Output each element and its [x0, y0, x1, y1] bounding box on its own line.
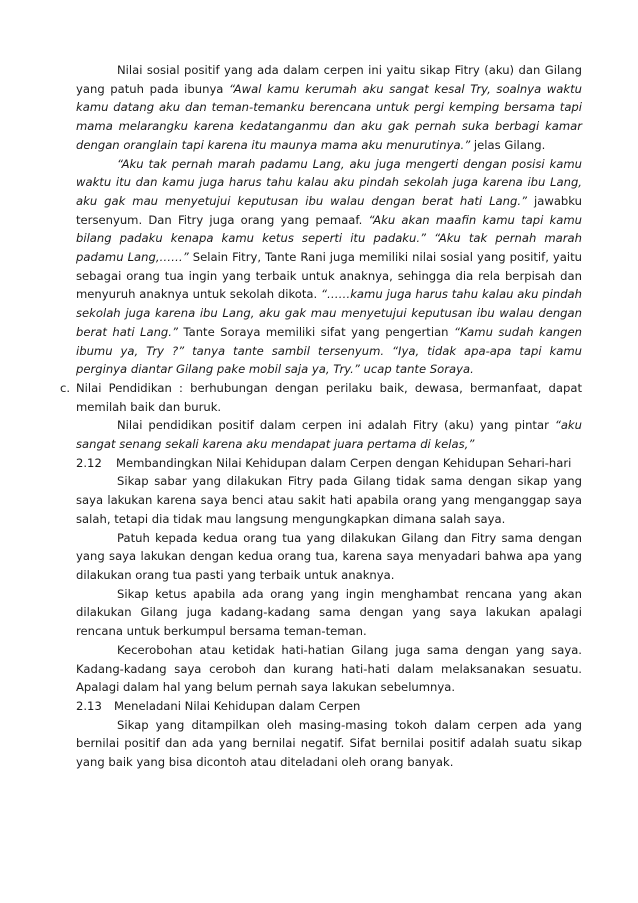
paragraph-social-value-quotes: “Aku tak pernah marah padamu Lang, aku juga mengerti dengan posisi kamu waktu itu dan kamu juga harus tahu kalau aku pindah sekolah juga karena ibu Lang, aku gak mau menyetujui keputusan ibu walau dengan berat hati Lang.” jawabku tersenyum. Dan Fitry juga orang yang pemaaf. “Aku akan maafin kamu tapi kamu bilang padaku kenapa kamu ketus seperti itu padaku.” “Aku tak pernah marah padamu Lang,……” Selain Fitry, Tante Rani juga memiliki nilai sosial yang positif, yaitu sebagai orang tua ingin yang terbaik untuk anaknya, sehingga dia rela berpisah dan menyuruh anaknya untuk sekolah dikota. “……kamu juga harus tahu kalau aku pindah sekolah juga karena ibu Lang, aku gak mau menyetujui keputusan ibu walau dengan berat hati Lang.” Tante Soraya memiliki sifat yang pengertian “Kamu sudah kangen ibumu ya, Try ?” tanya tante sambil tersenyum. “Iya, tidak apa-apa tapi kamu perginya diantar Gilang pake mobil saja ya, Try.” ucap tante Soraya. [76, 156, 583, 377]
section-number: 2.12 [76, 455, 102, 470]
document-body [60, 61, 582, 772]
section-heading-2-12 [60, 454, 582, 473]
section-heading-2-13 [60, 697, 582, 716]
paragraph-social-value-intro: Nilai sosial positif yang ada dalam cerpen ini yaitu sikap Fitry (aku) dan Gilang yang patuh pada ibunya “Awal kamu kerumah aku sangat kesal Try, soalnya waktu kamu datang aku dan teman-temanku berencana untuk pergi kemping bersama tapi mama melarangku karena kedatanganmu dan aku gak pernah suka berbagi kamar dengan oranglain tapi karena itu maunya mama aku menurutinya.” jelas Gilang. [76, 63, 582, 152]
list-marker: c. [60, 380, 71, 395]
list-item-text: Nilai Pendidikan : berhubungan dengan perilaku baik, dewasa, bermanfaat, dapat memilah baik dan buruk. [76, 380, 582, 414]
section-number: 2.13 [76, 698, 102, 713]
paragraph-role-model: Sikap yang ditampilkan oleh masing-masing tokoh dalam cerpen ada yang bernilai positif dan ada yang bernilai negatif. Sifat bernilai positif adalah suatu sikap yang baik yang bisa dicontoh atau diteladani oleh orang banyak. [76, 717, 582, 770]
section-title: Membandingkan Nilai Kehidupan dalam Cerpen dengan Kehidupan Sehari-hari [116, 455, 572, 470]
paragraph-education-value: Nilai pendidikan positif dalam cerpen ini adalah Fitry (aku) yang pintar “aku sangat senang sekali karena aku mendapat juara pertama di kelas,” [76, 418, 582, 452]
section-title: Meneladani Nilai Kehidupan dalam Cerpen [114, 698, 361, 713]
paragraph-comparison-obedience: Patuh kepada kedua orang tua yang dilakukan Gilang dan Fitry sama dengan yang saya lakukan dengan kedua orang tua, karena saya menyadari bahwa apa yang dilakukan orang tua pasti yang terbaik untuk anaknya. [76, 530, 582, 582]
list-item-c [60, 379, 582, 416]
paragraph-comparison-carelessness: Kecerobohan atau ketidak hati-hatian Gilang juga sama dengan yang saya. Kadang-kadang saya ceroboh dan kurang hati-hati dalam melaksanakan sesuatu. Apalagi dalam hal yang belum pernah saya lakukan sebelumnya. [76, 642, 582, 695]
paragraph-comparison-patience: Sikap sabar yang dilakukan Fitry pada Gilang tidak sama dengan sikap yang saya lakukan karena saya benci atau sakit hati apabila orang yang menganggap saya salah, tetapi dia tidak mau langsung mengungkapkan dimana salah saya. [76, 474, 582, 526]
paragraph-comparison-rudeness: Sikap ketus apabila ada orang yang ingin menghambat rencana yang akan dilakukan Gilang juga kadang-kadang sama dengan yang saya lakukan apalagi rencana untuk berkumpul bersama teman-teman. [76, 586, 582, 639]
